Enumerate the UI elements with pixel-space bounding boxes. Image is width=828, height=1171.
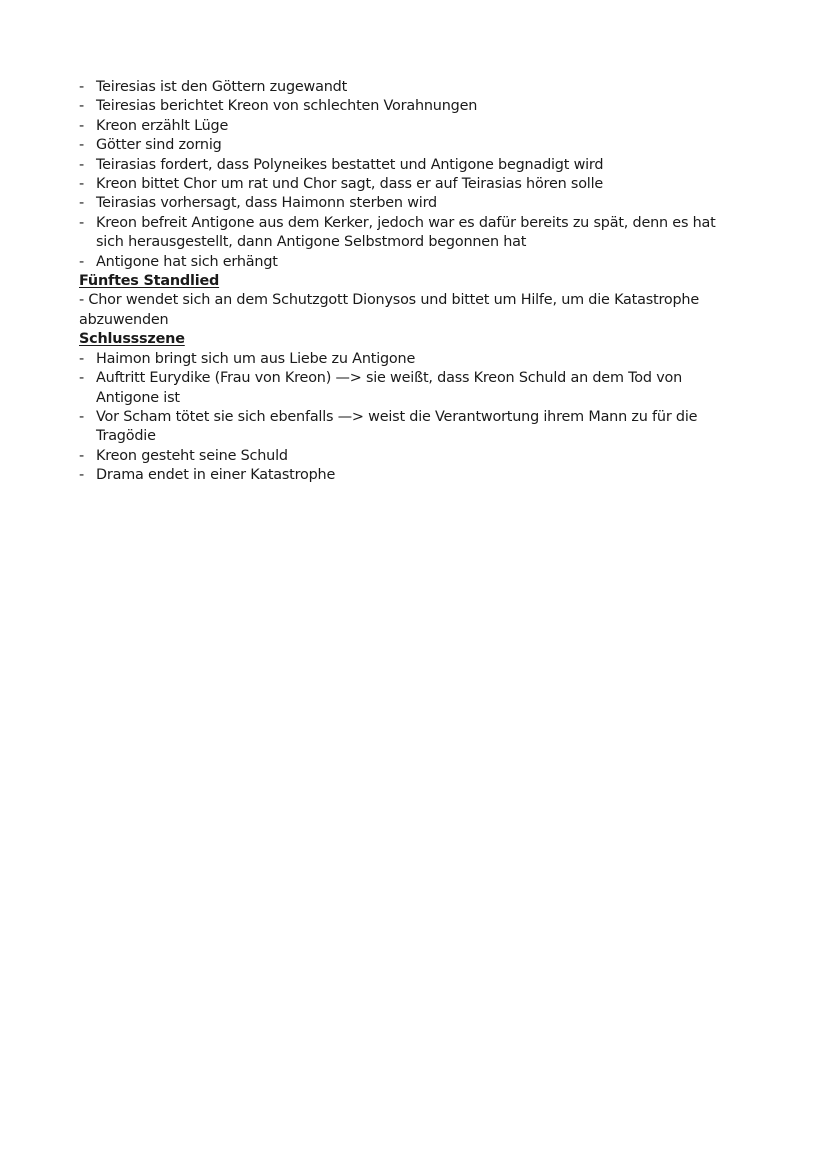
- list-item-text: Auftritt Eurydike (Frau von Kreon) —> sie weißt, dass Kreon Schuld an dem Tod von Antigone ist: [96, 370, 683, 406]
- list-item-text: Teiresias berichtet Kreon von schlechten Vorahnungen: [96, 98, 478, 115]
- list-item: [79, 175, 738, 194]
- list-item: [79, 408, 738, 447]
- list-item-text: Teiresias ist den Göttern zugewandt: [96, 79, 348, 95]
- list-item-text: Vor Scham tötet sie sich ebenfalls —> weist die Verantwortung ihrem Mann zu für die Tragödie: [96, 408, 698, 445]
- list-item: [79, 350, 738, 369]
- dash-marker: -: [79, 408, 84, 425]
- list-item-text: Drama endet in einer Katastrophe: [96, 467, 336, 484]
- list-item: [79, 156, 738, 175]
- list-item-text: Antigone hat sich erhängt: [96, 253, 278, 270]
- section-heading-schlussszene: Schlussszene: [79, 331, 185, 348]
- dash-marker: -: [79, 176, 84, 193]
- list-item: [79, 253, 738, 272]
- list-item: [79, 194, 738, 213]
- list-item: [79, 214, 738, 253]
- dash-marker: -: [79, 214, 84, 231]
- dash-marker: -: [79, 156, 84, 173]
- dash-marker: -: [79, 447, 84, 464]
- dash-marker: -: [79, 137, 84, 154]
- dash-marker: -: [79, 253, 84, 270]
- list-item: [79, 78, 738, 97]
- section-heading-fuenftes-standlied: Fünftes Standlied: [79, 273, 220, 290]
- dash-marker: -: [79, 117, 84, 134]
- dash-marker: -: [79, 195, 84, 212]
- list-item-text: Teirasias fordert, dass Polyneikes bestattet und Antigone begnadigt wird: [96, 156, 604, 173]
- list-item-text: Teirasias vorhersagt, dass Haimonn sterben wird: [96, 195, 437, 212]
- list-item: [79, 117, 738, 136]
- list-item: [79, 136, 738, 155]
- list-item-text: Haimon bringt sich um aus Liebe zu Antigone: [96, 350, 416, 367]
- list-item-text: Kreon erzählt Lüge: [96, 117, 229, 134]
- list-item-text: Kreon gesteht seine Schuld: [96, 447, 288, 464]
- list-item-text: Kreon befreit Antigone aus dem Kerker, jedoch war es dafür bereits zu spät, denn es hat sich herausgestellt, dann Antigone Selbstmord begonnen hat: [96, 214, 716, 251]
- dash-marker: -: [79, 98, 84, 115]
- dash-marker: -: [79, 370, 84, 387]
- standlied-paragraph: - Chor wendet sich an dem Schutzgott Dionysos und bittet um Hilfe, um die Katastrophe abzuwenden: [79, 292, 699, 328]
- list-item: [79, 369, 738, 408]
- list-item-text: Götter sind zornig: [96, 137, 222, 154]
- list-item: [79, 447, 738, 466]
- list-item-text: Kreon bittet Chor um rat und Chor sagt, dass er auf Teirasias hören solle: [96, 176, 604, 193]
- scene-events-list: [79, 78, 738, 272]
- dash-marker: -: [79, 467, 84, 484]
- dash-marker: -: [79, 79, 84, 95]
- list-item: [79, 97, 738, 116]
- final-scene-list: [79, 350, 738, 486]
- list-item: [79, 466, 738, 485]
- dash-marker: -: [79, 350, 84, 367]
